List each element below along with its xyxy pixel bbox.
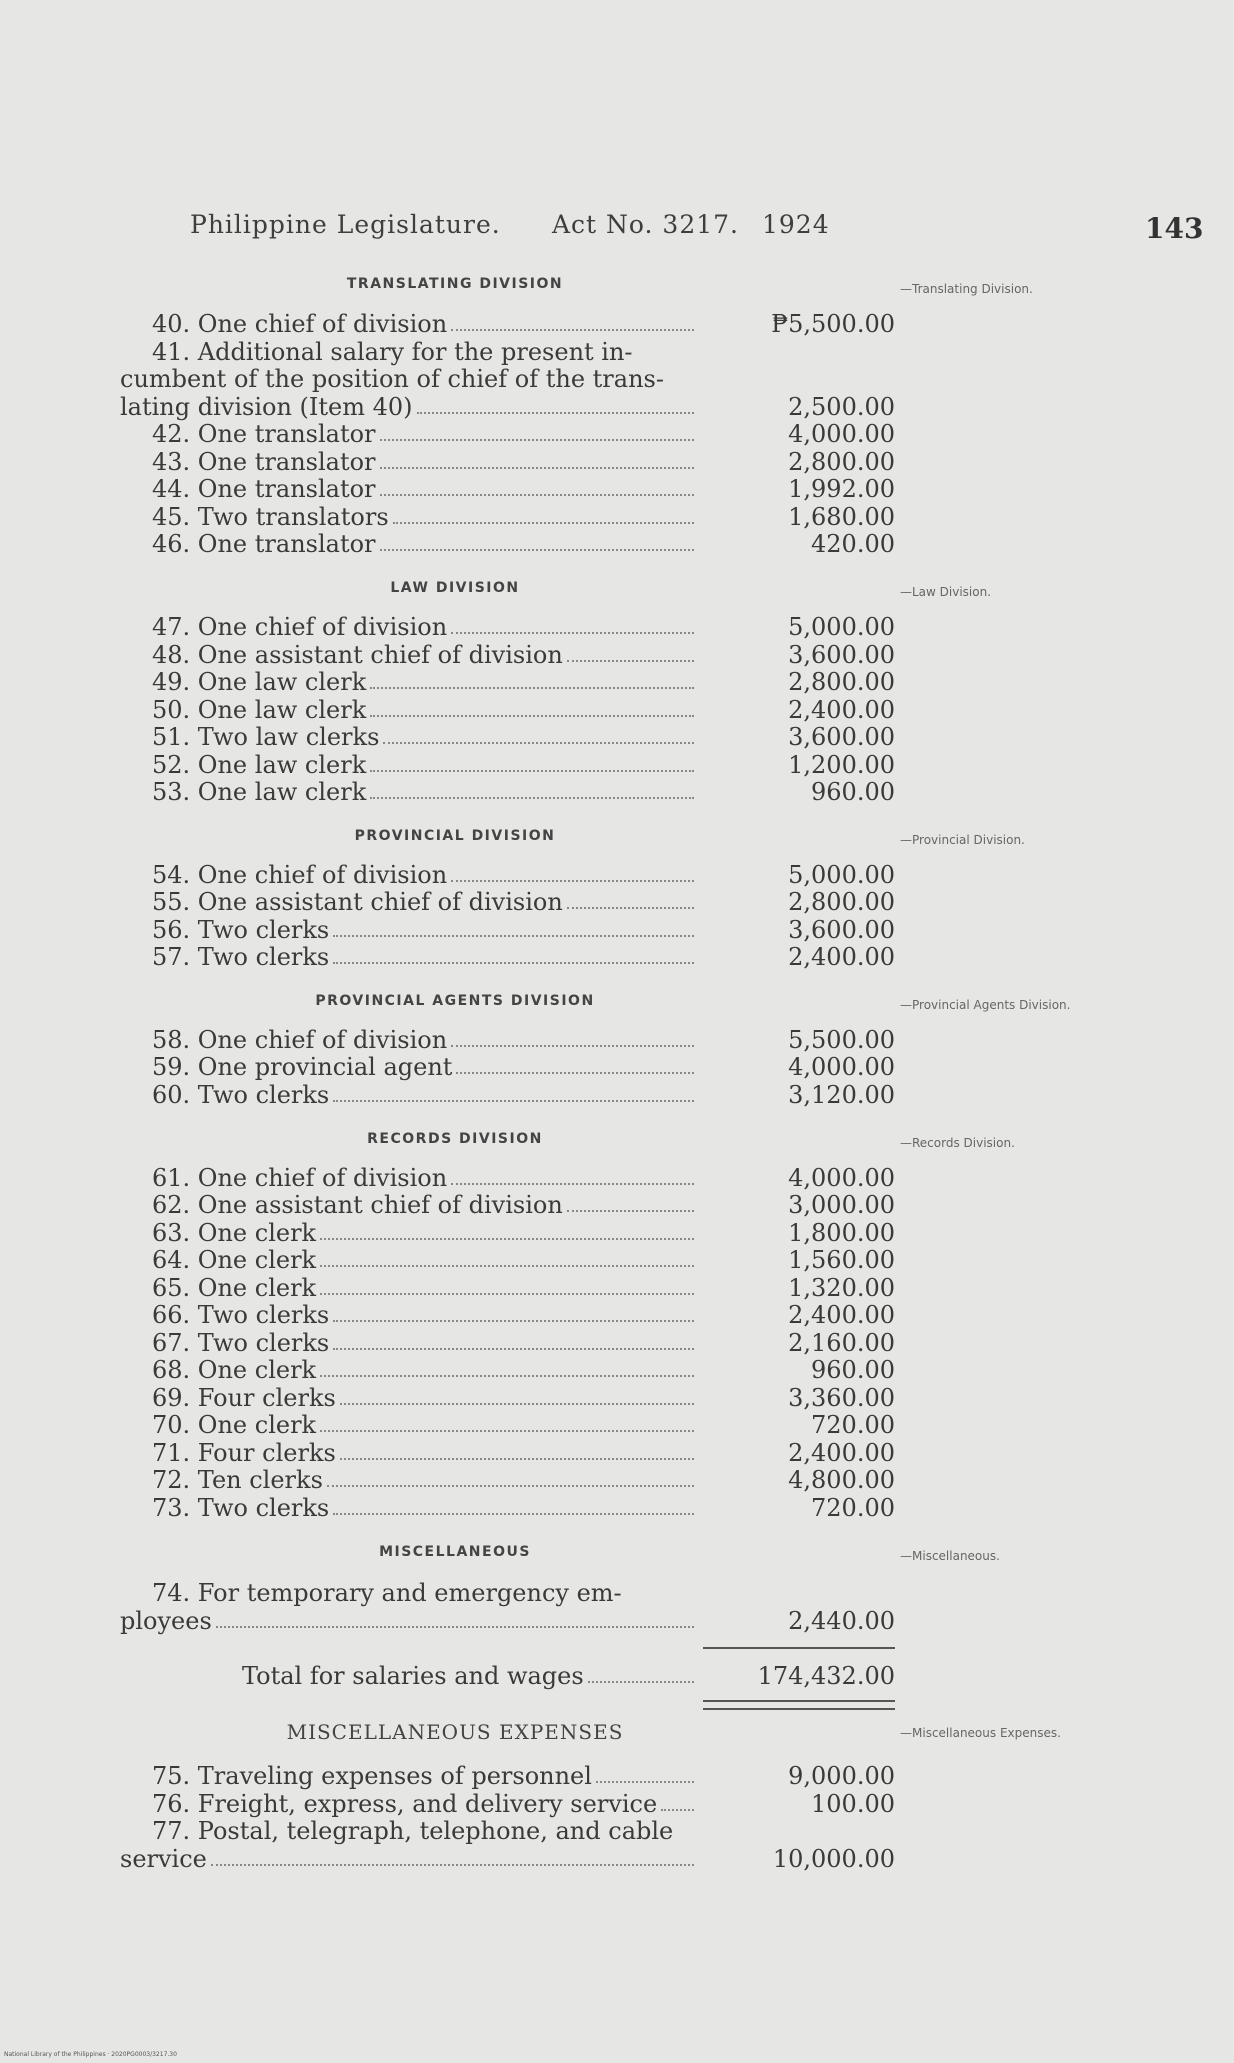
margin-note-misc: —Miscellaneous. [900,1549,1000,1563]
line-item: 71. Four clerks 2,400.00 [152,1439,895,1467]
line-item: 50. One law clerk 2,400.00 [152,696,895,724]
header-year: 1924 [762,210,830,239]
line-item: 76. Freight, express, and delivery service 100.00 [152,1790,895,1818]
section-heading-translating: TRANSLATING DIVISION [346,276,564,292]
line-item: 58. One chief of division 5,500.00 [152,1026,895,1054]
line-item: 52. One law clerk 1,200.00 [152,751,895,779]
line-item: 46. One translator 420.00 [152,530,895,558]
scan-footer: National Library of the Philippines · 2020PG0003/3217.30 [4,2051,177,2058]
total-row: Total for salaries and wages 174,432.00 [242,1662,895,1690]
page-number: 143 [1145,212,1204,245]
line-item: 54. One chief of division 5,000.00 [152,861,895,889]
line-item: 66. Two clerks 2,400.00 [152,1301,895,1329]
line-item: 53. One law clerk 960.00 [152,778,895,806]
section-heading-records: RECORDS DIVISION [367,1131,543,1147]
subtotal-rule [703,1647,895,1649]
margin-note-misc-expenses: —Miscellaneous Expenses. [900,1726,1061,1740]
header-legislature: Philippine Legislature. [190,210,501,239]
line-item: 43. One translator 2,800.00 [152,448,895,476]
line-item: 42. One translator 4,000.00 [152,420,895,448]
line-item: 68. One clerk 960.00 [152,1356,895,1384]
line-item: 44. One translator 1,992.00 [152,475,895,503]
line-item: ployees 2,440.00 [120,1607,895,1635]
line-item: 64. One clerk 1,560.00 [152,1246,895,1274]
line-item: 48. One assistant chief of division 3,600.00 [152,641,895,669]
line-item: 62. One assistant chief of division 3,000.00 [152,1191,895,1219]
line-item: 75. Traveling expenses of personnel 9,000.00 [152,1762,895,1790]
line-item: 69. Four clerks 3,360.00 [152,1384,895,1412]
line-item: 70. One clerk 720.00 [152,1411,895,1439]
line-item: 45. Two translators 1,680.00 [152,503,895,531]
line-item: lating division (Item 40) 2,500.00 [120,393,895,421]
line-item: 60. Two clerks 3,120.00 [152,1081,895,1109]
line-item: 55. One assistant chief of division 2,800.00 [152,888,895,916]
total-double-rule [703,1700,895,1710]
line-item: 51. Two law clerks 3,600.00 [152,723,895,751]
line-item: cumbent of the position of chief of the trans- [120,365,664,393]
line-item: 40. One chief of division ₱5,500.00 [152,310,895,338]
line-item: service 10,000.00 [120,1845,895,1873]
margin-note-agents: —Provincial Agents Division. [900,998,1071,1012]
section-heading-agents: PROVINCIAL AGENTS DIVISION [315,993,595,1009]
line-item: 49. One law clerk 2,800.00 [152,668,895,696]
line-item: 67. Two clerks 2,160.00 [152,1329,895,1357]
header-act: Act No. 3217. [552,210,739,239]
margin-note-provincial: —Provincial Division. [900,833,1025,847]
line-item: 77. Postal, telegraph, telephone, and cable [152,1817,674,1845]
section-heading-law: LAW DIVISION [390,580,520,596]
line-item: 56. Two clerks 3,600.00 [152,916,895,944]
section-heading-misc: MISCELLANEOUS [379,1544,531,1560]
line-item: 47. One chief of division 5,000.00 [152,613,895,641]
line-item: 59. One provincial agent 4,000.00 [152,1053,895,1081]
line-item: 57. Two clerks 2,400.00 [152,943,895,971]
margin-note-law: —Law Division. [900,585,992,599]
line-item: 72. Ten clerks 4,800.00 [152,1466,895,1494]
line-item: 74. For temporary and emergency em- [152,1579,622,1607]
line-item: 41. Additional salary for the present in- [152,338,633,366]
line-item: 61. One chief of division 4,000.00 [152,1164,895,1192]
margin-note-records: —Records Division. [900,1136,1015,1150]
section-heading-misc-expenses: MISCELLANEOUS EXPENSES [286,1720,624,1744]
line-item: 65. One clerk 1,320.00 [152,1274,895,1302]
running-header [190,210,1090,250]
line-item: 63. One clerk 1,800.00 [152,1219,895,1247]
section-heading-provincial: PROVINCIAL DIVISION [354,828,556,844]
line-item: 73. Two clerks 720.00 [152,1494,895,1522]
margin-note-translating: —Translating Division. [900,282,1033,296]
